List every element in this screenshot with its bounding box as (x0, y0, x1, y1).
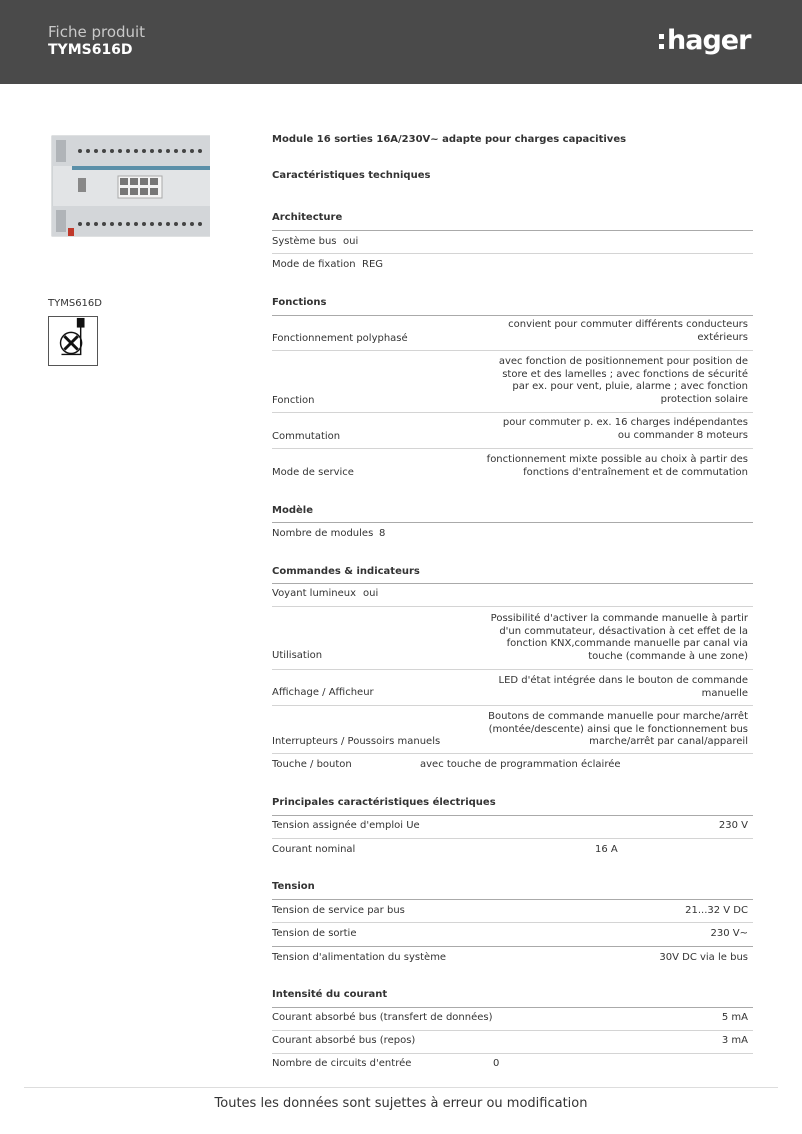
row-value: REG (362, 259, 384, 270)
row-label: Fonctionnement polyphasé (272, 333, 408, 344)
divider (272, 253, 753, 254)
product-title: Module 16 sorties 16A/230V~ adapte pour charges capacitives (272, 134, 627, 145)
row-value: avec fonction de positionnement pour position de store et des lamelles ; avec fonctions de sécurité par ex. pour vent, pluie, alarme ; avec fonction protection solaire (498, 356, 748, 405)
section-title-electriques: Principales caractéristiques électriques (272, 797, 496, 808)
divider (272, 838, 753, 839)
row-value: fonctionnement mixte possible au choix à partir des fonctions d'entraînement et de commutation (486, 454, 748, 478)
divider (272, 315, 753, 316)
row-value: Boutons de commande manuelle pour marche/arrêt (montée/descente) ainsi que le fonctionnement bus marche/arrêt par canal/appareil (488, 711, 748, 747)
divider (272, 412, 753, 413)
section-title-architecture: Architecture (272, 212, 343, 223)
row-label: Fonction (272, 395, 315, 406)
row-value: 8 (379, 528, 386, 539)
divider (272, 946, 753, 947)
row-label: Courant absorbé bus (repos) (272, 1035, 416, 1046)
row-label: Utilisation (272, 650, 323, 661)
row-value: oui (343, 236, 359, 247)
divider (272, 448, 753, 449)
divider (272, 1053, 753, 1054)
divider (272, 815, 753, 816)
row-label: Nombre de circuits d'entrée (272, 1058, 412, 1069)
divider (272, 522, 753, 523)
tech-heading: Caractéristiques techniques (272, 170, 431, 181)
divider (272, 705, 753, 706)
sidebar-product-ref: TYMS616D (48, 298, 102, 309)
row-value: pour commuter p. ex. 16 charges indépendantes ou commander 8 moteurs (502, 417, 748, 441)
row-value: 230 V (718, 820, 748, 831)
product-image (48, 132, 210, 240)
row-label: Mode de fixation (272, 259, 356, 270)
row-label: Tension de sortie (272, 928, 357, 939)
divider (272, 669, 753, 670)
hager-logo[interactable] (656, 26, 756, 60)
divider (272, 350, 753, 351)
no-mercury-symbol-icon (48, 316, 98, 366)
section-title-fonctions: Fonctions (272, 297, 327, 308)
divider (272, 899, 753, 900)
row-label: Nombre de modules (272, 528, 374, 539)
row-label: Commutation (272, 431, 341, 442)
row-value: 21...32 V DC (685, 905, 748, 916)
section-title-commandes: Commandes & indicateurs (272, 566, 420, 577)
divider (272, 606, 753, 607)
divider (272, 1007, 753, 1008)
row-label: Interrupteurs / Poussoirs manuels (272, 736, 441, 747)
divider (272, 1030, 753, 1031)
divider (272, 922, 753, 923)
row-value: 5 mA (721, 1012, 748, 1023)
row-label: Tension d'alimentation du système (272, 952, 447, 963)
section-title-intensite: Intensité du courant (272, 989, 388, 1000)
row-value: 0 (493, 1058, 500, 1069)
row-value: 16 A (595, 844, 618, 855)
divider (272, 753, 753, 754)
row-label: Touche / bouton (272, 759, 352, 770)
row-label: Affichage / Afficheur (272, 687, 374, 698)
row-label: Système bus (272, 236, 337, 247)
row-value: 230 V~ (710, 928, 748, 939)
section-title-modele: Modèle (272, 505, 313, 516)
row-value: 30V DC via le bus (659, 952, 748, 963)
row-label: Tension de service par bus (272, 905, 405, 916)
row-label: Voyant lumineux (272, 588, 357, 599)
row-value: convient pour commuter différents conducteurs extérieurs (508, 319, 748, 343)
header-subtitle: Fiche produit (48, 23, 146, 41)
row-value: oui (363, 588, 379, 599)
row-label: Tension assignée d'emploi Ue (272, 820, 420, 831)
logo-text: hager (667, 25, 751, 56)
footer-disclaimer: Toutes les données sont sujettes à erreur ou modification (214, 1096, 588, 1111)
row-value: Possibilité d'activer la commande manuelle à partir d'un commutateur, désactivation à cet effet de la fonction KNX,commande manuelle par canal via touche (commande à une zone) (490, 613, 748, 662)
header-product-ref: TYMS616D (48, 42, 133, 58)
row-label: Mode de service (272, 467, 354, 478)
footer-divider (24, 1087, 778, 1088)
logo-dots-icon (659, 34, 664, 54)
page-header (0, 0, 802, 84)
section-title-tension: Tension (272, 881, 315, 892)
row-value: 3 mA (721, 1035, 748, 1046)
row-value: LED d'état intégrée dans le bouton de commande manuelle (498, 675, 748, 699)
row-value: avec touche de programmation éclairée (420, 759, 621, 770)
divider (272, 230, 753, 231)
row-label: Courant absorbé bus (transfert de données) (272, 1012, 493, 1023)
divider (272, 583, 753, 584)
row-label: Courant nominal (272, 844, 356, 855)
